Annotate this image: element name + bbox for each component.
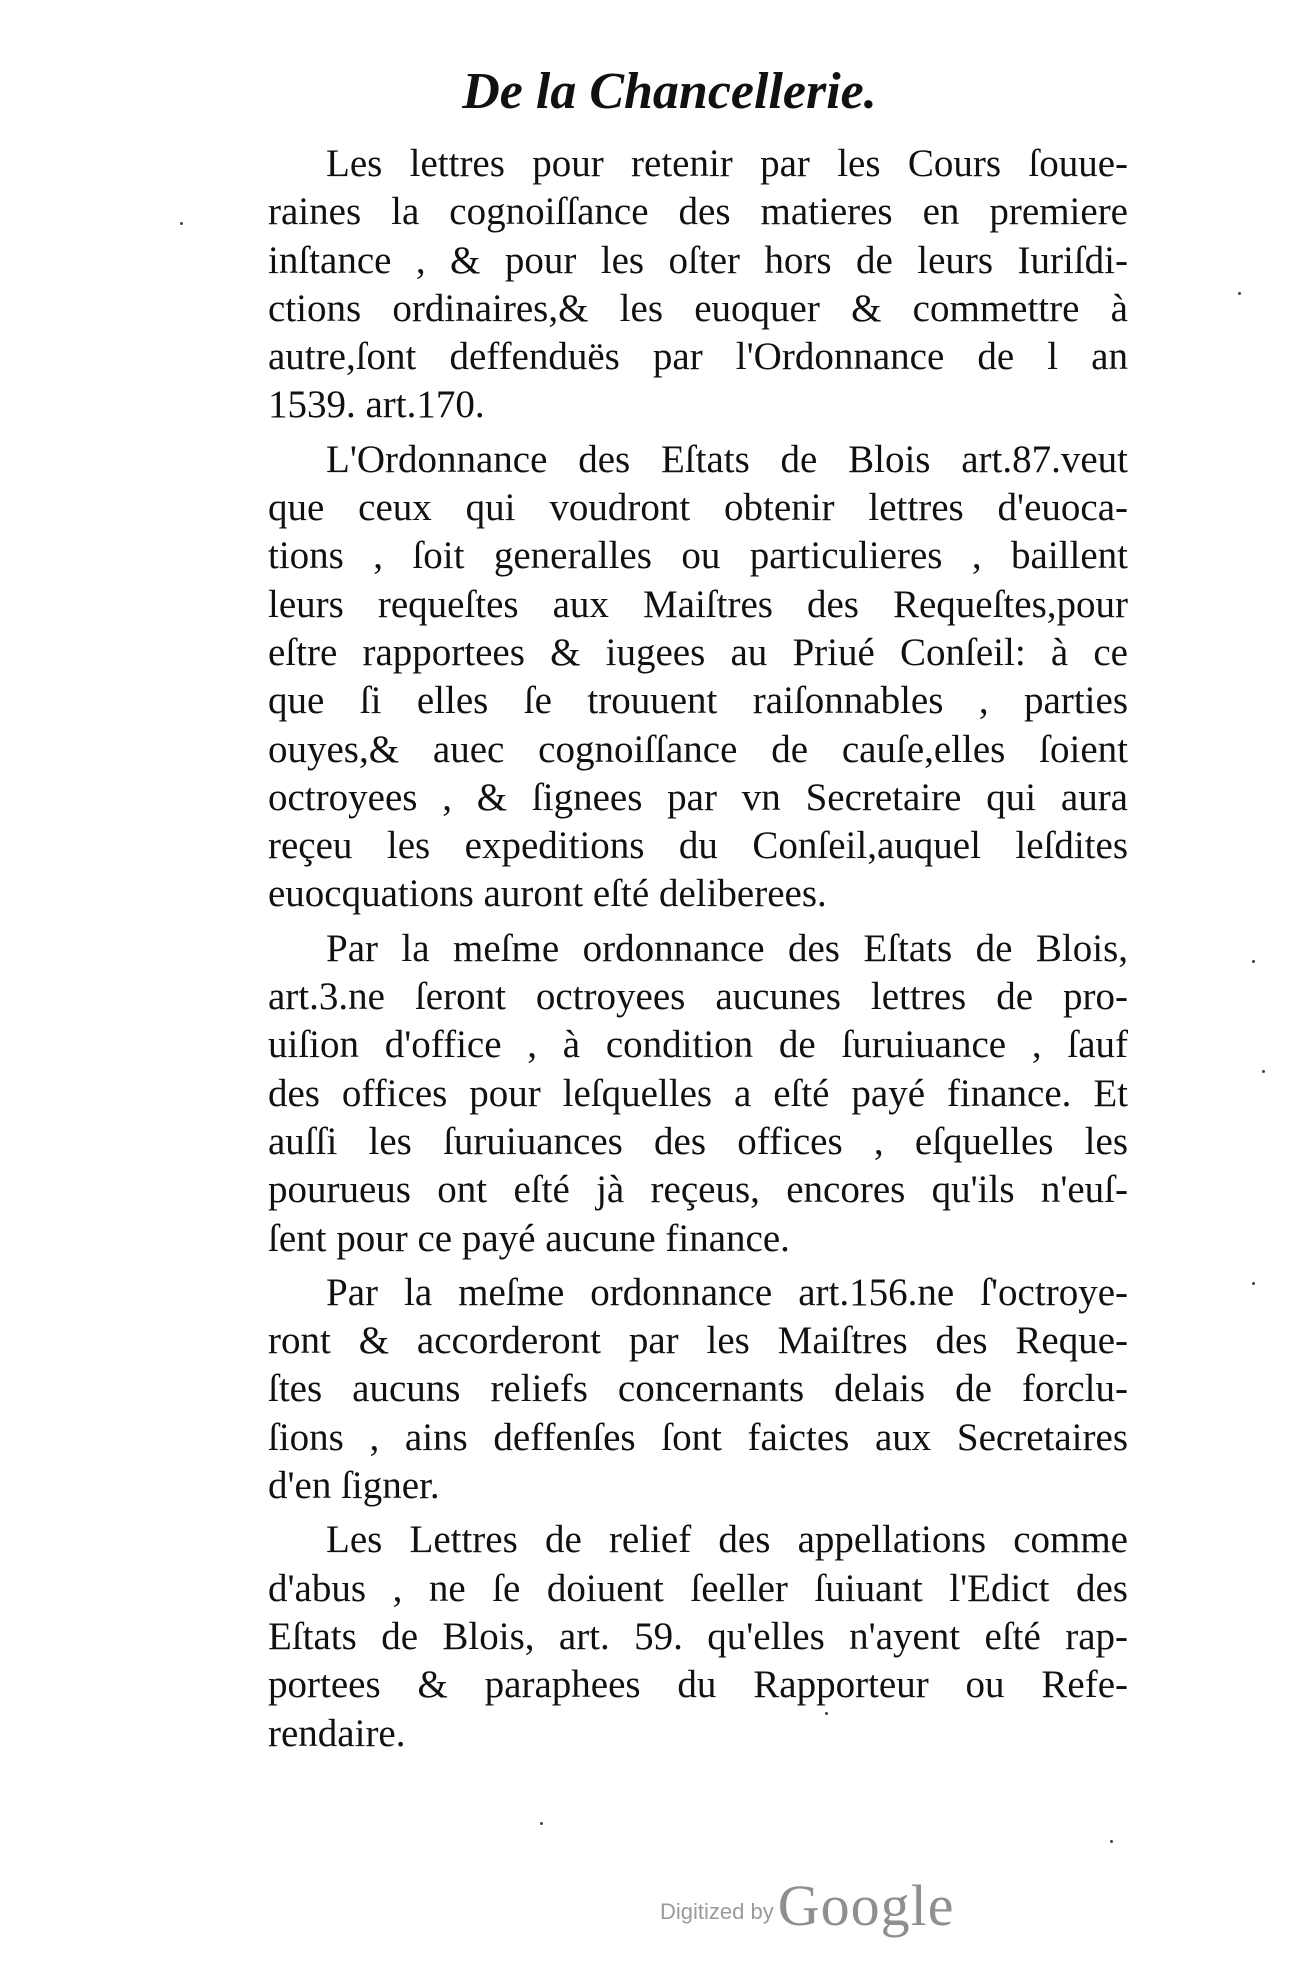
text-line: euocquations auront eſté deliberees.	[268, 872, 827, 916]
text-line: reçeu les expeditions du Conſeil,auquel leſdites	[268, 824, 1128, 868]
google-wordmark: Google	[777, 1873, 955, 1938]
text-line: d'abus , ne ſe doiuent ſeeller ſuiuant l'Edict des	[268, 1566, 1128, 1610]
digitized-by-google-watermark	[660, 1872, 954, 1939]
scan-speck	[825, 1712, 828, 1715]
scan-speck	[1238, 292, 1241, 295]
text-line: Par la meſme ordonnance art.156.ne ſ'octroye-	[326, 1270, 1128, 1314]
text-line: que ſi elles ſe trouuent raiſonnables , parties	[268, 679, 1128, 723]
scan-speck	[1252, 1282, 1255, 1285]
text-line: 1539. art.170.	[268, 383, 485, 427]
scan-speck	[1252, 960, 1255, 963]
text-line: art.3.ne ſeront octroyees aucunes lettres de pro-	[268, 975, 1128, 1019]
digitized-label: Digitized by	[660, 1899, 774, 1924]
text-line: ſent pour ce payé aucune finance.	[268, 1216, 790, 1260]
text-line: rendaire.	[268, 1711, 406, 1755]
text-line: tions , ſoit generalles ou particulieres , baillent	[268, 534, 1128, 578]
text-line: ſtes aucuns reliefs concernants delais de forclu-	[268, 1367, 1128, 1411]
text-line: des offices pour leſquelles a eſté payé finance. Et	[268, 1071, 1128, 1115]
text-line: d'en ſigner.	[268, 1464, 440, 1508]
text-line: autre,ſont deffenduës par l'Ordonnance de l an	[268, 335, 1128, 379]
text-line: ctions ordinaires,& les euoquer & commettre à	[268, 286, 1128, 330]
scan-speck	[540, 1822, 543, 1825]
paragraph-4	[268, 1269, 1128, 1510]
text-line: octroyees , & ſignees par vn Secretaire qui aura	[268, 775, 1128, 819]
text-line: pourueus ont eſté jà reçeus, encores qu'ils n'euſ-	[268, 1168, 1128, 1212]
scan-speck	[180, 222, 183, 225]
text-line: ront & accorderont par les Maiſtres des Reque-	[268, 1319, 1128, 1363]
text-line: L'Ordonnance des Eſtats de Blois art.87.veut	[326, 437, 1128, 481]
scan-speck	[1262, 1070, 1265, 1073]
paragraph-3	[268, 925, 1128, 1263]
body-text	[268, 140, 1128, 1758]
paragraph-2	[268, 436, 1128, 919]
text-line: Eſtats de Blois, art. 59. qu'elles n'ayent eſté rap-	[268, 1614, 1128, 1658]
text-line: raines la cognoiſſance des matieres en premiere	[268, 190, 1128, 234]
running-head: De la Chancellerie.	[462, 63, 877, 120]
text-line: auſſi les ſuruiuances des offices , eſquelles les	[268, 1119, 1128, 1163]
paragraph-1	[268, 140, 1128, 430]
text-line: Les Lettres de relief des appellations comme	[326, 1518, 1128, 1562]
text-line: eſtre rapportees & iugees au Priué Conſeil: à ce	[268, 630, 1128, 674]
scan-speck	[1110, 1840, 1113, 1843]
text-line: Les lettres pour retenir par les Cours ſouue-	[326, 142, 1128, 185]
text-line: Par la meſme ordonnance des Eſtats de Blois,	[326, 926, 1128, 970]
text-line: ouyes,& auec cognoiſſance de cauſe,elles ſoient	[268, 727, 1128, 771]
text-line: que ceux qui voudront obtenir lettres d'euoca-	[268, 486, 1128, 530]
text-line: ſions , ains deffenſes ſont faictes aux Secretaires	[268, 1415, 1128, 1459]
paragraph-5	[268, 1516, 1128, 1757]
text-line: portees & paraphees du Rapporteur ou Refe-	[268, 1663, 1128, 1707]
text-line: uiſion d'office , à condition de ſuruiuance , ſauf	[268, 1023, 1128, 1067]
text-line: inſtance , & pour les oſter hors de leurs Iuriſdi-	[268, 238, 1128, 282]
text-line: leurs requeſtes aux Maiſtres des Requeſtes,pour	[268, 582, 1128, 626]
